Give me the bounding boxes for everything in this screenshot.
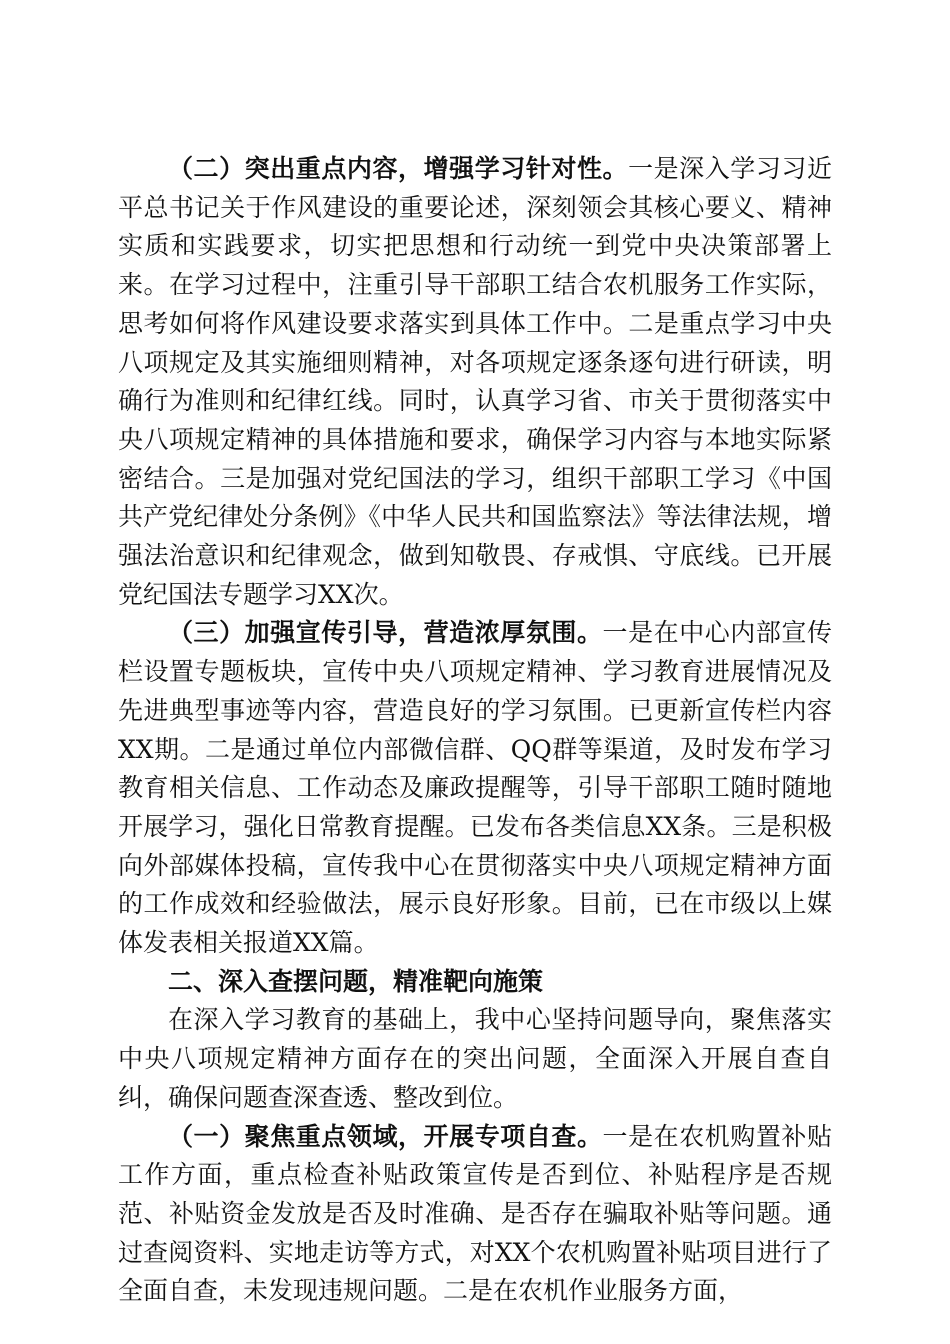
paragraph-publicity [118, 614, 832, 962]
paragraph-intro [118, 1001, 832, 1117]
paragraph-lead: （三）加强宣传引导，营造浓厚氛围。 [168, 618, 603, 648]
paragraph-text: 一是在中心内部宣传栏设置专题板块，宣传中央八项规定精神、学习教育进展情况及先进典型事迹等内容，营造良好的学习氛围。已更新宣传栏内容XX期。二是通过单位内部微信群、QQ群等渠道，及时发布学习教育相关信息、工作动态及廉政提醒等，引导干部职工随时随地开展学习，强化日常教育提醒。已发布各类信息XX条。三是积极向外部媒体投稿，宣传我中心在贯彻落实中央八项规定精神方面的工作成效和经验做法，展示良好形象。目前，已在市级以上媒体发表相关报道XX篇。 [118, 618, 832, 958]
document-body [118, 150, 832, 1311]
paragraph-text: 一是深入学习习近平总书记关于作风建设的重要论述，深刻领会其核心要义、精神实质和实践要求，切实把思想和行动统一到党中央决策部署上来。在学习过程中，注重引导干部职工结合农机服务工作实际，思考如何将作风建设要求落实到具体工作中。二是重点学习中央八项规定及其实施细则精神，对各项规定逐条逐句进行研读，明确行为准则和纪律红线。同时，认真学习省、市关于贯彻落实中央八项规定精神的具体措施和要求，确保学习内容与本地实际紧密结合。三是加强对党纪国法的学习，组织干部职工学习《中国共产党纪律处分条例》《中华人民共和国监察法》等法律法规，增强法治意识和纪律观念，做到知敬畏、存戒惧、守底线。已开展党纪国法专题学习XX次。 [118, 154, 832, 609]
paragraph-text: 一是在农机购置补贴工作方面，重点检查补贴政策宣传是否到位、补贴程序是否规范、补贴资金发放是否及时准确、是否存在骗取补贴等问题。通过查阅资料、实地走访等方式，对XX个农机购置补贴项目进行了全面自查，未发现违规问题。二是在农机作业服务方面， [118, 1121, 832, 1306]
paragraph-lead: （二）突出重点内容，增强学习针对性。 [168, 154, 629, 183]
paragraph-study-focus [118, 150, 832, 614]
section-heading: 二、深入查摆问题，精准靶向施策 [168, 966, 544, 996]
paragraph-lead: （一）聚焦重点领域，开展专项自查。 [168, 1121, 603, 1151]
paragraph-self-inspection [118, 1118, 832, 1312]
paragraph-text: 在深入学习教育的基础上，我中心坚持问题导向，聚焦落实中央八项规定精神方面存在的突出问题，全面深入开展自查自纠，确保问题查深查透、整改到位。 [118, 1005, 832, 1112]
